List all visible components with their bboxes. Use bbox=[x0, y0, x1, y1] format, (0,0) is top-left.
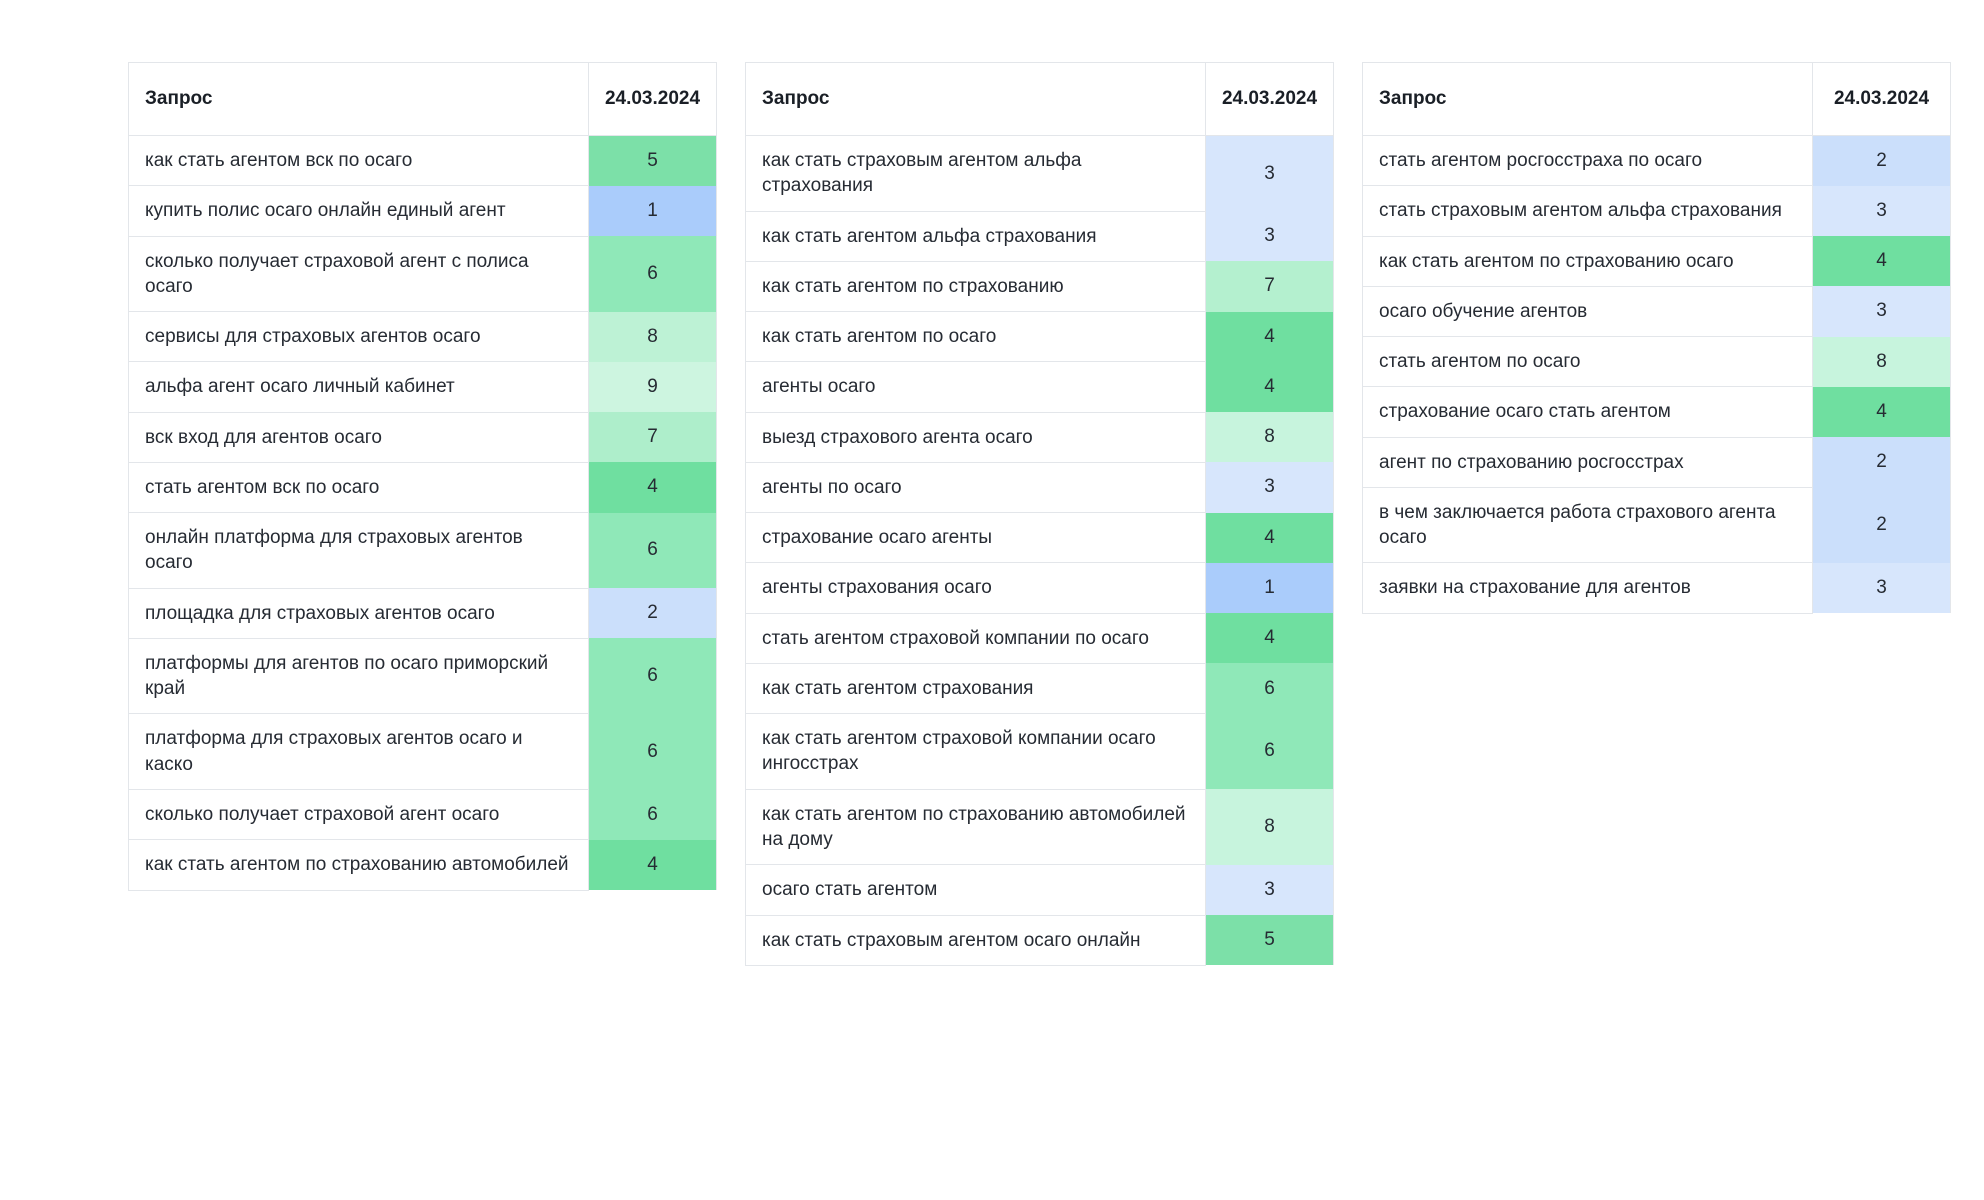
table-row bbox=[746, 613, 1334, 663]
table-row bbox=[129, 136, 717, 186]
position-value-cell: 4 bbox=[1813, 387, 1951, 437]
table-row bbox=[129, 186, 717, 236]
table-2-body bbox=[746, 136, 1334, 966]
table-3-body bbox=[1363, 136, 1951, 614]
table-header-row bbox=[129, 63, 717, 136]
position-value-cell: 6 bbox=[589, 714, 717, 790]
query-cell: заявки на страхование для агентов bbox=[1363, 563, 1813, 613]
table-row bbox=[129, 789, 717, 839]
table-row bbox=[129, 588, 717, 638]
table-header-row bbox=[746, 63, 1334, 136]
position-value-cell: 2 bbox=[1813, 487, 1951, 563]
query-cell: онлайн платформа для страховых агентов осаго bbox=[129, 513, 589, 589]
table-row bbox=[746, 513, 1334, 563]
column-header-query: Запрос bbox=[1363, 63, 1813, 136]
query-cell: как стать агентом по страхованию bbox=[746, 261, 1206, 311]
query-cell: как стать страховым агентом осаго онлайн bbox=[746, 915, 1206, 965]
table-row bbox=[129, 412, 717, 462]
table-row bbox=[129, 462, 717, 512]
query-cell: в чем заключается работа страхового агента осаго bbox=[1363, 487, 1813, 563]
query-cell: как стать агентом по страхованию автомобилей на дому bbox=[746, 789, 1206, 865]
query-cell: стать агентом страховой компании по осаго bbox=[746, 613, 1206, 663]
query-cell: как стать агентом вск по осаго bbox=[129, 136, 589, 186]
query-cell: агенты осаго bbox=[746, 362, 1206, 412]
query-cell: альфа агент осаго личный кабинет bbox=[129, 362, 589, 412]
query-cell: стать агентом вск по осаго bbox=[129, 462, 589, 512]
query-cell: выезд страхового агента осаго bbox=[746, 412, 1206, 462]
position-value-cell: 8 bbox=[1206, 412, 1334, 462]
table-row bbox=[746, 211, 1334, 261]
table-row bbox=[746, 865, 1334, 915]
query-cell: агенты по осаго bbox=[746, 462, 1206, 512]
column-header-date: 24.03.2024 bbox=[1813, 63, 1951, 136]
query-cell: страхование осаго стать агентом bbox=[1363, 387, 1813, 437]
position-value-cell: 5 bbox=[589, 136, 717, 186]
position-value-cell: 4 bbox=[1206, 362, 1334, 412]
keyword-table-1 bbox=[128, 62, 717, 891]
position-value-cell: 6 bbox=[589, 236, 717, 312]
position-value-cell: 1 bbox=[1206, 563, 1334, 613]
keyword-table-3 bbox=[1362, 62, 1951, 614]
table-1-body bbox=[129, 136, 717, 891]
query-cell: сколько получает страховой агент осаго bbox=[129, 789, 589, 839]
position-value-cell: 6 bbox=[1206, 663, 1334, 713]
query-cell: платформа для страховых агентов осаго и каско bbox=[129, 714, 589, 790]
query-cell: как стать агентом альфа страхования bbox=[746, 211, 1206, 261]
query-cell: сколько получает страховой агент с полиса осаго bbox=[129, 236, 589, 312]
position-value-cell: 5 bbox=[1206, 915, 1334, 965]
position-value-cell: 3 bbox=[1206, 865, 1334, 915]
query-cell: как стать агентом страхования bbox=[746, 663, 1206, 713]
table-row bbox=[129, 362, 717, 412]
table-row bbox=[1363, 286, 1951, 336]
position-value-cell: 8 bbox=[589, 312, 717, 362]
table-row bbox=[129, 714, 717, 790]
position-value-cell: 2 bbox=[589, 588, 717, 638]
table-row bbox=[746, 663, 1334, 713]
position-value-cell: 7 bbox=[1206, 261, 1334, 311]
column-header-date: 24.03.2024 bbox=[589, 63, 717, 136]
column-header-date: 24.03.2024 bbox=[1206, 63, 1334, 136]
position-value-cell: 4 bbox=[1813, 236, 1951, 286]
query-cell: стать агентом по осаго bbox=[1363, 337, 1813, 387]
table-row bbox=[129, 513, 717, 589]
table-row bbox=[746, 462, 1334, 512]
position-value-cell: 2 bbox=[1813, 437, 1951, 487]
position-value-cell: 3 bbox=[1813, 186, 1951, 236]
query-cell: как стать агентом по страхованию автомобилей bbox=[129, 840, 589, 890]
table-row bbox=[746, 312, 1334, 362]
query-cell: агент по страхованию росгосстрах bbox=[1363, 437, 1813, 487]
table-row bbox=[746, 563, 1334, 613]
column-header-query: Запрос bbox=[129, 63, 589, 136]
query-cell: как стать агентом по осаго bbox=[746, 312, 1206, 362]
table-row bbox=[129, 840, 717, 890]
position-value-cell: 1 bbox=[589, 186, 717, 236]
position-value-cell: 4 bbox=[1206, 613, 1334, 663]
query-cell: осаго обучение агентов bbox=[1363, 286, 1813, 336]
position-value-cell: 4 bbox=[1206, 312, 1334, 362]
table-1-head bbox=[129, 63, 717, 136]
position-value-cell: 4 bbox=[1206, 513, 1334, 563]
table-row bbox=[746, 714, 1334, 790]
position-value-cell: 7 bbox=[589, 412, 717, 462]
table-row bbox=[746, 136, 1334, 212]
table-header-row bbox=[1363, 63, 1951, 136]
query-cell: платформы для агентов по осаго приморский край bbox=[129, 638, 589, 714]
table-row bbox=[1363, 563, 1951, 613]
column-header-query: Запрос bbox=[746, 63, 1206, 136]
position-value-cell: 3 bbox=[1206, 211, 1334, 261]
position-value-cell: 4 bbox=[589, 462, 717, 512]
position-value-cell: 2 bbox=[1813, 136, 1951, 186]
position-value-cell: 6 bbox=[589, 638, 717, 714]
position-value-cell: 8 bbox=[1813, 337, 1951, 387]
query-cell: страхование осаго агенты bbox=[746, 513, 1206, 563]
position-value-cell: 9 bbox=[589, 362, 717, 412]
query-cell: агенты страхования осаго bbox=[746, 563, 1206, 613]
position-value-cell: 6 bbox=[589, 513, 717, 589]
query-cell: сервисы для страховых агентов осаго bbox=[129, 312, 589, 362]
table-row bbox=[746, 412, 1334, 462]
table-row bbox=[1363, 236, 1951, 286]
table-row bbox=[746, 789, 1334, 865]
keyword-table-2 bbox=[745, 62, 1334, 966]
table-row bbox=[1363, 136, 1951, 186]
query-cell: вск вход для агентов осаго bbox=[129, 412, 589, 462]
query-cell: купить полис осаго онлайн единый агент bbox=[129, 186, 589, 236]
table-row bbox=[1363, 186, 1951, 236]
query-cell: стать страховым агентом альфа страхования bbox=[1363, 186, 1813, 236]
table-row bbox=[1363, 487, 1951, 563]
table-row bbox=[1363, 337, 1951, 387]
table-row bbox=[129, 236, 717, 312]
query-cell: осаго стать агентом bbox=[746, 865, 1206, 915]
table-row bbox=[746, 915, 1334, 965]
position-value-cell: 6 bbox=[589, 789, 717, 839]
position-value-cell: 3 bbox=[1206, 136, 1334, 212]
table-row bbox=[1363, 437, 1951, 487]
query-cell: площадка для страховых агентов осаго bbox=[129, 588, 589, 638]
position-value-cell: 3 bbox=[1813, 286, 1951, 336]
table-3-head bbox=[1363, 63, 1951, 136]
position-value-cell: 3 bbox=[1813, 563, 1951, 613]
query-cell: как стать страховым агентом альфа страхования bbox=[746, 136, 1206, 212]
table-row bbox=[746, 261, 1334, 311]
position-value-cell: 4 bbox=[589, 840, 717, 890]
position-value-cell: 8 bbox=[1206, 789, 1334, 865]
query-cell: как стать агентом по страхованию осаго bbox=[1363, 236, 1813, 286]
table-row bbox=[1363, 387, 1951, 437]
query-cell: как стать агентом страховой компании осаго ингосстрах bbox=[746, 714, 1206, 790]
table-2-head bbox=[746, 63, 1334, 136]
table-row bbox=[129, 638, 717, 714]
position-value-cell: 6 bbox=[1206, 714, 1334, 790]
table-row bbox=[746, 362, 1334, 412]
position-value-cell: 3 bbox=[1206, 462, 1334, 512]
table-row bbox=[129, 312, 717, 362]
query-cell: стать агентом росгосстраха по осаго bbox=[1363, 136, 1813, 186]
